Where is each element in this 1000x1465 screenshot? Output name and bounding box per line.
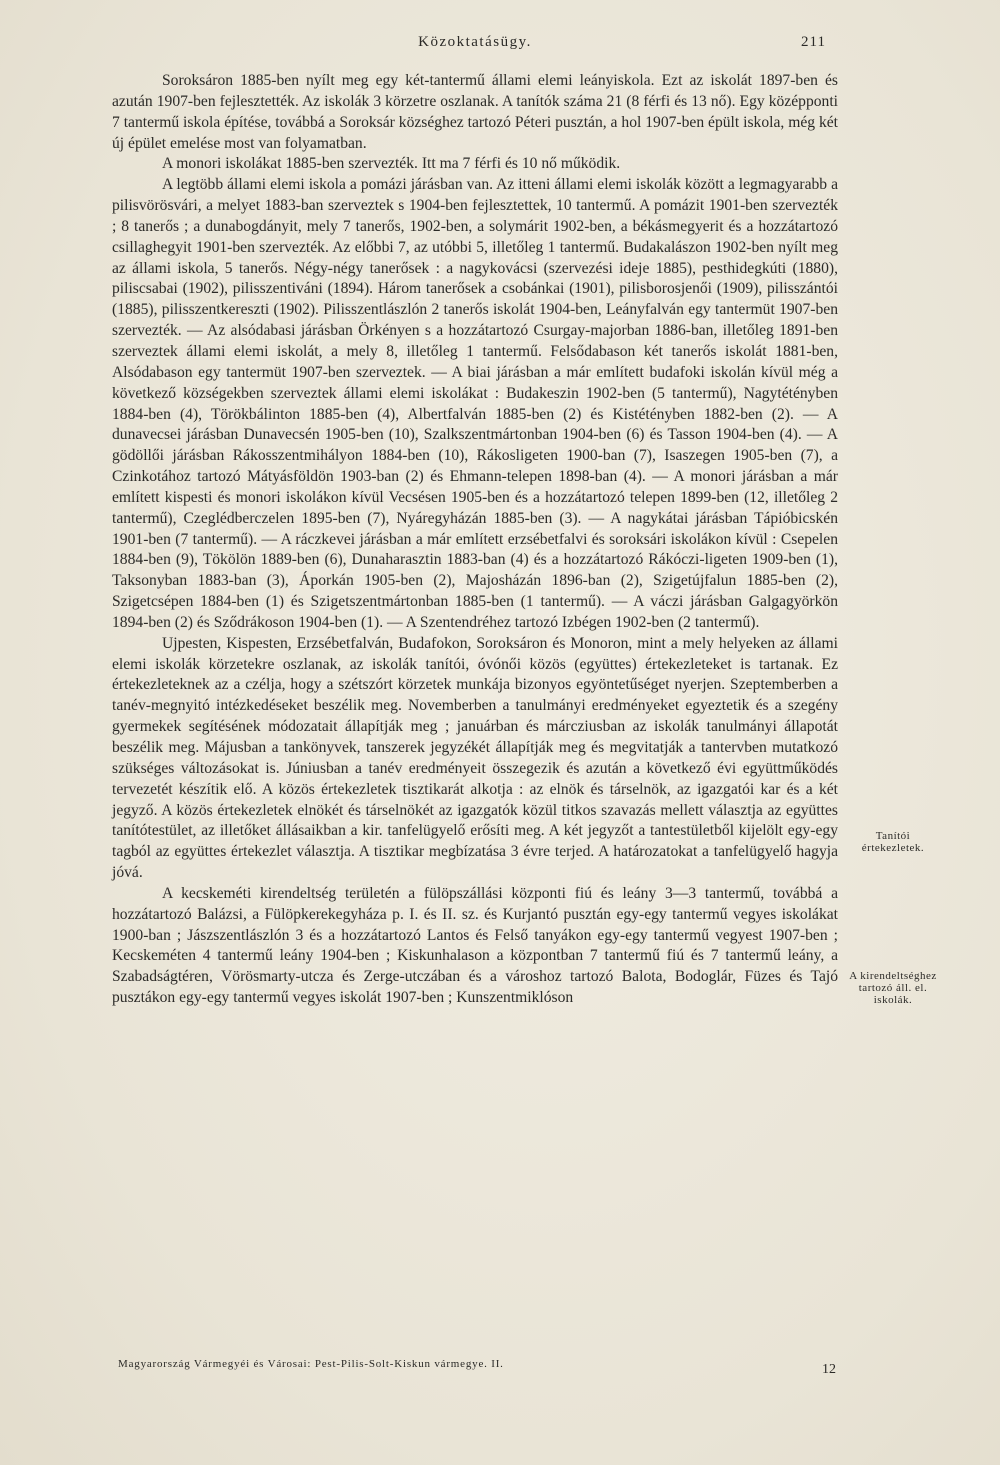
paragraph-districts: A legtöbb állami elemi iskola a pomázi járásban van. Az itteni állami elemi iskolák között a legmagyarabb a pilisvörösvári, a melyet 1883-ban szerveztek s 1904-ben fejlesztettek, 10 tantermű. A pomázit 1901-ben szervezték ; 8 tanerős ; a dunabogdányit, mely 7 tanerős, 1902-ben, a solymárit 1902-ben, a békásmegyerit és a hozzátartozó csillaghegyit 1901-ben szervezték. Az előbbi 7, az utóbbi 5, illetőleg 1 tantermű. Budakalászon 1902-ben nyílt meg az állami iskola, 5 tanerős. Négy-négy tanerősek : a nagykovácsi (szervezési ideje 1885), pesthidegkúti (1880), piliscsabai (1902), pilisszentiváni (1894). Három tanerősek a csobánkai (1901), pilisborosjenői (1909), pilisszántói (1885), pilisszentkereszti (1902). Pilisszentlászlón 2 tanerős iskolát 1904-ben, Leányfalván egy tantermüt 1907-ben szervezték. — Az alsódabasi járásban Örkényen s a hozzátartozó Csurgay-majorban 1886-ban, illetőleg 1891-ben szerveztek állami elemi iskolát, a mely 8, illetőleg 1 tantermű. Felsődabason két tanerős iskolát 1881-ben, Alsódabason egy tantermüt 1907-ben szerveztek. — A biai járásban a már említett budafoki iskolán kívül még a következő községekben szerveztek állami elemi iskolákat : Budakeszin 1902-ben (5 tantermű), Nagytétényben 1884-ben (4), Törökbálinton 1885-ben (4), Albertfalván 1885-ben (2) és Kistétényben 1882-ben (2). — A dunavecsei járásban Dunavecsén 1905-ben (10), Szalkszentmártonban 1904-ben (6) és Tasson 1904-ben (4). — A gödöllői járásban Rákosszentmihályon 1884-ben (10), Rákosligeten 1900-ban (7), Isaszegen 1905-ben (7), a Czinkotához tartozó Mátyásföldön 1903-ban (2) és Ehmann-telepen 1898-ban (4). — A monori járásban a már említett kispesti és monori iskolákon kívül Vecsésen 1905-ben és a hozzátartozó telepen 1899-ben (12, illetőleg 2 tantermű), Czeglédberczelen 1895-ben (7), Nyáregyházán 1885-ben (3). — A nagykátai járásban Tápióbicskén 1901-ben (7 tantermű). — A ráczkevei járásban a már említett erzsébetfalvi és soroksári iskolákon kívül : Csepelen 1884-ben (9), Tökölön 1889-ben (6), Dunaharasztin 1883-ban (4) és a hozzátartozó Rákóczi-ligeten 1909-ben (1), Taksonyban 1883-ban (3), Áporkán 1905-ben (2), Majosházán 1896-ban (2), Szigetújfalun 1885-ben (2), Szigetcsépen 1884-ben (1) és Szigetszentmártonban 1885-ben (1 tantermű). — A váczi járásban Galgagyörkön 1894-ben (2) és Sződrákoson 1904-ben (1). — A Szentendréhez tartozó Izbégen 1902-ben (2 tantermű).: [112, 176, 838, 631]
page-number: 211: [801, 34, 826, 50]
paragraph-teacher-conferences: Ujpesten, Kispesten, Erzsébetfalván, Budafokon, Soroksáron és Monoron, mint a mely helyeken az állami elemi iskolák körzetekre oszlanak, az iskolák tanítói, óvónői közös (együttes) értekezleteket is tartanak. Ez értekezleteknek az a czélja, hogy a szétszórt körzetek munkája bizonyos egyöntetűséget nyerjen. Szeptemberben a tanév-megnyitó intézkedéseket beszélik meg. Novemberben a tanulmányi eredményeket egyeztetik és a szegény gyermekek segítésének módozatait állapítják meg ; januárban és márcziusban az iskolák tanulmányi állapotát beszélik meg. Májusban a tankönyvek, tanszerek jegyzékét állapítják meg és megvitatják a tantervben mutatkozó szükséges változásokat is. Júniusban a tanév eredményeit összegezik és azután a következő évi együttműködés tervezetét készítik elő. A közös értekezletek tisztikarát alkotja : az elnök és társelnök, az igazgatói kar és a két jegyző. A közös értekezletek elnökét és társelnökét az igazgatók közül titkos szavazás mellett választja az együttes tanítótestület, az illetőket állásaikban a kir. tanfelügyelő erősíti meg. A két jegyzőt a tantestületből kijelölt egy-egy tagból az együttes értekezlet választja. A tisztikar megbízatása 3 évre terjed. A határozatokat a tanfelügyelő hagyja jóvá.: [112, 634, 838, 882]
footer-text: Magyarország Vármegyéi és Városai: Pest-Pilis-Solt-Kiskun vármegye. II.: [118, 1358, 504, 1370]
margin-note-kirendeltseg: A kirendeltséghez tartozó áll. el. iskolák.: [849, 970, 937, 1006]
printer-signature: 12: [822, 1362, 836, 1377]
body-text: [112, 71, 838, 1009]
paragraph-kecskemet: A kecskeméti kirendeltség területén a fülöpszállási központi fiú és leány 3—3 tantermű, továbbá a hozzátartozó Balázsi, a Fülöpkerekegyháza p. I. és II. sz. és Kurjantó pusztán egy-egy tantermű vegyes iskolákat 1900-ban ; Jászszentlászlón 3 és a hozzátartozó Lantos és Felső tanyákon egy-egy tantermű vegyest 1907-ben ; Kecskeméten 4 tantermű leány 1904-ben ; Kiskunhalason a központban 7 tantermű fiú és 7 tantermű leány, a Szabadságtéren, Vörösmarty-utcza és Zerge-utczában és a városhoz tartozó Balota, Bodoglár, Füzes és Tajó pusztákon egy-egy tantermű vegyes iskolát 1907-ben ; Kunszentmiklóson: [112, 884, 838, 1007]
paragraph-monor: A monori iskolákat 1885-ben szervezték. Itt ma 7 férfi és 10 nő működik.: [162, 155, 621, 173]
page-header: [110, 30, 840, 58]
margin-note-conferences: Tanítói értekezletek.: [861, 830, 925, 854]
page-footer: [118, 1356, 838, 1382]
paragraph-soroksar: Soroksáron 1885-ben nyílt meg egy két-tantermű állami elemi leányiskola. Ezt az iskolát 1897-ben és azután 1907-ben fejlesztették. Az iskolák 3 körzetre oszlanak. A tanítók száma 21 (8 férfi és 13 nő). Egy középponti 7 tantermű iskola építése, továbbá a Soroksár községhez tartozó Péteri pusztán, a hol 1907-ben épült iskola, még két új épület emelése most van folyamatban.: [112, 72, 838, 152]
running-head: Közoktatásügy.: [418, 34, 532, 50]
